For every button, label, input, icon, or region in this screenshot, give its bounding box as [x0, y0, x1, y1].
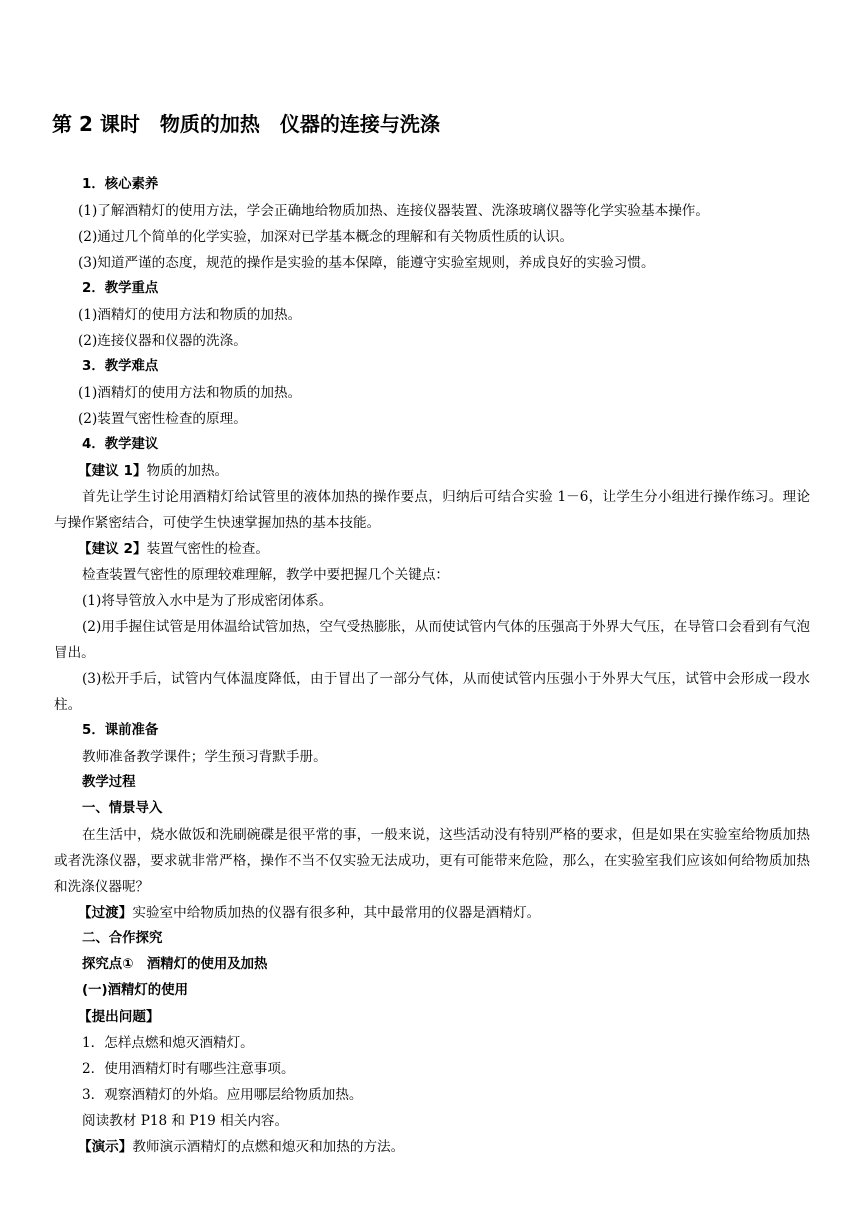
section-heading-key-points: 2．教学重点 — [82, 281, 159, 296]
difficulty-item: (1)酒精灯的使用方法和物质的加热。 — [78, 385, 302, 401]
question-item: 2．使用酒精灯时有哪些注意事项。 — [82, 1061, 295, 1077]
preparation-text: 教师准备教学课件；学生预习背默手册。 — [82, 749, 327, 765]
transition-tag: 【过渡】 — [78, 905, 133, 921]
section-heading-cooperation: 二、合作探究 — [82, 931, 163, 946]
section-heading-process: 教学过程 — [82, 775, 136, 790]
core-literacy-item: (2)通过几个简单的化学实验，加深对已学基本概念的理解和有关物质性质的认识。 — [78, 229, 574, 245]
suggestion-1-paragraph: 首先让学生讨论用酒精灯给试管里的液体加热的操作要点，归纳后可结合实验 1－6，让学生分小组进行操作练习。理论与操作紧密结合，可使学生快速掌握加热的基本技能。 — [54, 489, 810, 531]
suggestion-2-tag: 【建议 2】 — [78, 541, 147, 557]
core-literacy-item: (1)了解酒精灯的使用方法，学会正确地给物质加热、连接仪器装置、洗涤玻璃仪器等化学实验基本操作。 — [78, 203, 709, 219]
section-heading-preparation: 5．课前准备 — [82, 723, 159, 738]
reading-instruction: 阅读教材 P18 和 P19 相关内容。 — [82, 1113, 289, 1129]
transition-text: 实验室中给物质加热的仪器有很多种，其中最常用的仪器是酒精灯。 — [132, 905, 541, 921]
suggestion-2-text: 装置气密性的检查。 — [146, 541, 269, 557]
suggestion-1-text: 物质的加热。 — [146, 463, 229, 479]
key-point-1: (1)将导管放入水中是为了形成密闭体系。 — [82, 593, 333, 609]
suggestion-2 — [78, 536, 810, 562]
key-point-item: (2)连接仪器和仪器的洗涤。 — [78, 333, 247, 349]
key-point-item: (1)酒精灯的使用方法和物质的加热。 — [78, 307, 302, 323]
key-point-3: (3)松开手后，试管内气体温度降低，由于冒出了一部分气体，从而使试管内压强小于外界大气压，试管中会形成一段水柱。 — [54, 671, 810, 713]
demo-text: 教师演示酒精灯的点燃和熄灭和加热的方法。 — [132, 1139, 405, 1155]
suggestion-1-tag: 【建议 1】 — [78, 463, 147, 479]
question-item: 3．观察酒精灯的外焰。应用哪层给物质加热。 — [82, 1087, 363, 1103]
demo-tag: 【演示】 — [78, 1139, 133, 1155]
section-heading-intro: 一、情景导入 — [82, 801, 163, 816]
suggestion-2-intro: 检查装置气密性的原理较难理解，教学中要把握几个关键点： — [82, 567, 450, 583]
question-tag: 【提出问题】 — [78, 1009, 160, 1025]
intro-paragraph: 在生活中，烧水做饭和洗刷碗碟是很平常的事，一般来说，这些活动没有特别严格的要求，但是如果在实验室给物质加热或者洗涤仪器，要求就非常严格，操作不当不仅实验无法成功，更有可能带来危险，那么，在实验室我们应该如何给物质加热和洗涤仪器呢？ — [54, 827, 810, 895]
section-heading-core-literacy: 1．核心素养 — [82, 177, 159, 192]
suggestion-1 — [78, 458, 810, 484]
core-literacy-item: (3)知道严谨的态度，规范的操作是实验的基本保障，能遵守实验室规则，养成良好的实验习惯。 — [78, 255, 655, 271]
section-heading-lamp-usage: (一)酒精灯的使用 — [82, 983, 188, 998]
question-item: 1．怎样点燃和熄灭酒精灯。 — [82, 1035, 254, 1051]
section-heading-difficulties: 3．教学难点 — [82, 359, 159, 374]
difficulty-item: (2)装置气密性检查的原理。 — [78, 411, 247, 427]
section-heading-explore-point-1: 探究点① 酒精灯的使用及加热 — [82, 957, 268, 972]
demonstration — [78, 1134, 810, 1160]
document-body — [54, 172, 810, 1160]
key-point-2: (2)用手握住试管是用体温给试管加热，空气受热膨胀，从而使试管内气体的压强高于外界大气压，在导管口会看到有气泡冒出。 — [54, 619, 810, 661]
transition — [78, 900, 810, 926]
page-title: 第 2 课时 物质的加热 仪器的连接与洗涤 — [52, 112, 440, 136]
section-heading-suggestions: 4．教学建议 — [82, 437, 159, 452]
